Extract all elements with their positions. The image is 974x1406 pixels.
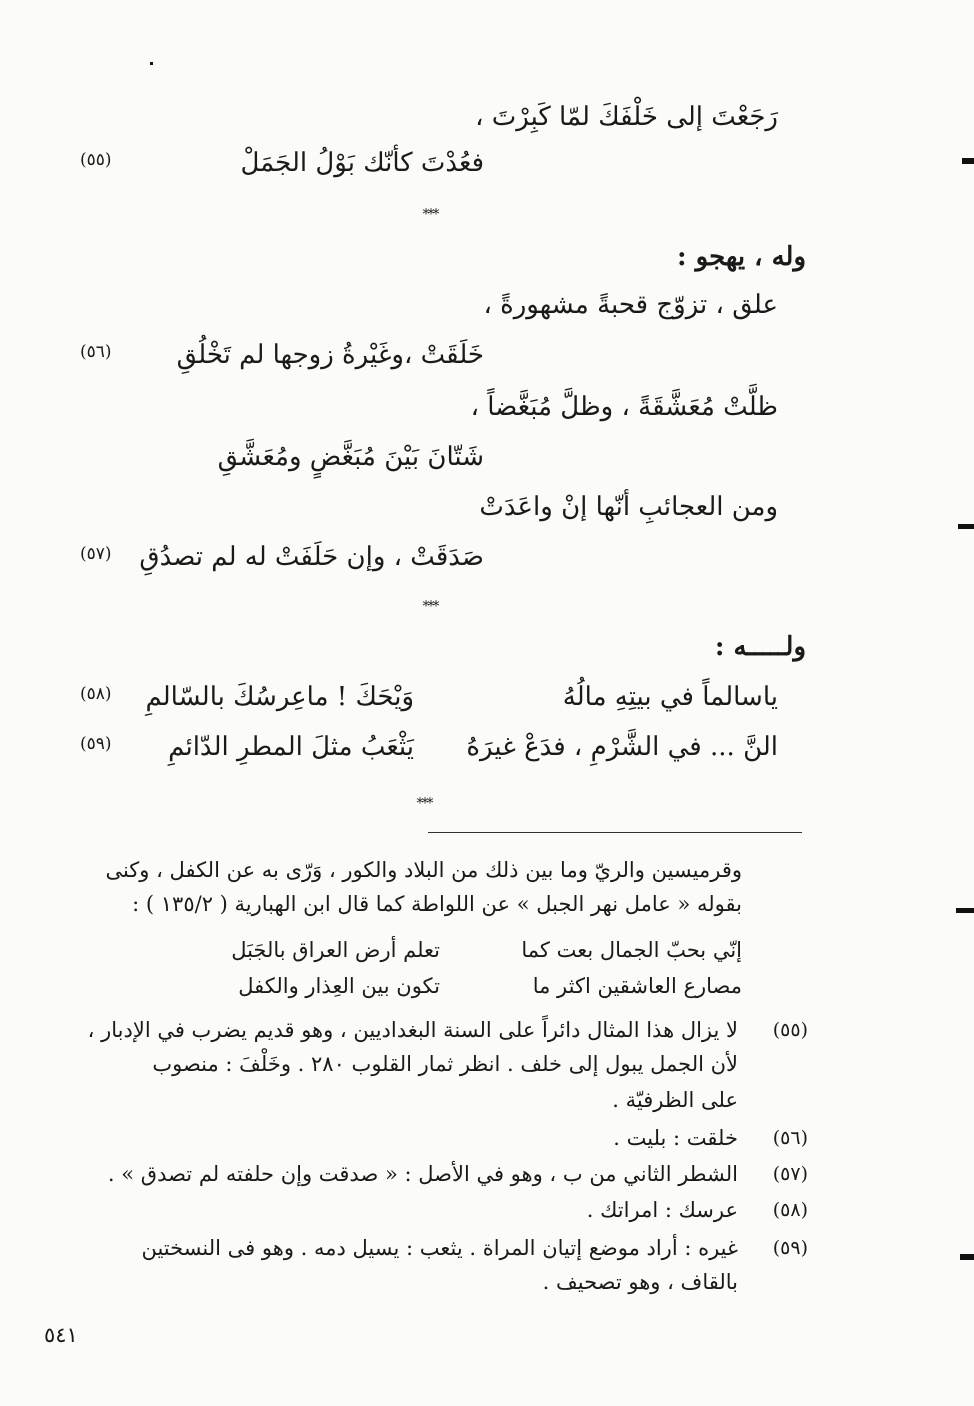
footnote-verse1-first: إنّي بحبّ الجمال بعت كما [521, 938, 742, 962]
footnote-verse2-second: تكون بين العِذار والكفل [238, 974, 440, 998]
footnote-59-line2: بالقاف ، وهو تصحيف . [542, 1270, 738, 1294]
footnote-ref-59: (٥٩) [80, 734, 112, 754]
footnote-number-55: (٥٥) [772, 1019, 808, 1041]
footnote-continuation-line1: وقرميسين والريّ وما بين ذلك من البلاد والكور ، وَرّى به عن الكفل ، وكنى [105, 858, 742, 882]
footnote-ref-55: (٥٥) [80, 150, 112, 170]
footnote-57-text: الشطر الثاني من ب ، وهو في الأصل : « صدقت وإن حلفته لم تصدق » . [107, 1162, 738, 1186]
footnote-number-58: (٥٨) [772, 1199, 808, 1221]
poem3-line2-first-hemistich: النَّ ... في الشَّرْمِ ، فدَعْ غيرَهُ [466, 732, 778, 762]
scan-edge-mark [958, 524, 974, 529]
footnote-56-text: خلقت : بليت . [613, 1126, 738, 1150]
footnote-divider [428, 832, 802, 833]
footnote-number-56: (٥٦) [772, 1127, 808, 1149]
scan-edge-mark [962, 158, 974, 164]
footnote-58-text: عرسك : امراتك . [586, 1198, 738, 1222]
scan-edge-mark [956, 908, 974, 913]
poem2-line1: علق ، تزوّج قحبةً مشهورةً ، [483, 290, 778, 320]
footnote-verse1-second: تعلم أرض العراق بالجَبَل [231, 938, 440, 962]
poem3-line2-second-hemistich: يَثْعَبُ مثلَ المطرِ الدّائمِ [168, 732, 414, 762]
footnote-59-line1: غيره : أراد موضع إتيان المراة . يثعب : يسيل دمه . وهو فى النسختين [141, 1236, 738, 1260]
poem2-line2: خَلَقَتْ ،وغَيْرةُ زوجها لم تَخْلُقِ [176, 340, 484, 370]
footnote-number-59: (٥٩) [772, 1237, 808, 1259]
footnote-ref-57: (٥٧) [80, 544, 112, 564]
section-stars-3: ⁎⁎⁎ [416, 791, 432, 807]
scan-edge-mark [960, 1254, 974, 1260]
section-stars-1: ⁎⁎⁎ [422, 202, 438, 218]
footnote-number-57: (٥٧) [772, 1163, 808, 1185]
poem2-line6: صَدَقَتْ ، وإن حَلَفَتْ له لم تصدُقِ [139, 542, 484, 572]
poem3-line1-second-hemistich: وَيْحَكَ ! ماعِرسُكَ بالسّالمِ [145, 682, 414, 712]
footnote-ref-56: (٥٦) [80, 342, 112, 362]
poem2-line3: ظلَّتْ مُعَشَّقَةً ، وظلَّ مُبَغَّضاً ، [470, 392, 778, 422]
scan-speck [150, 62, 153, 65]
footnote-verse2-first: مصارع العاشقين اكثر ما [532, 974, 742, 998]
poem2-line5: ومن العجائبِ أنّها إنْ واعَدَتْ [479, 492, 778, 522]
section-stars-2: ⁎⁎⁎ [422, 594, 438, 610]
footnote-55-line3: على الظرفيّة . [612, 1088, 738, 1112]
footnote-ref-58: (٥٨) [80, 684, 112, 704]
poem1-line2: فعُدْتَ كأنّك بَوْلُ الجَمَلْ [240, 148, 484, 178]
footnote-55-line2: لأن الجمل يبول إلى خلف . انظر ثمار القلوب ٢٨٠ . وخَلْفَ : منصوب [152, 1052, 738, 1076]
poem1-line1: رَجَعْتَ إلى خَلْفَكَ لمّا كَبِرْتَ ، [475, 102, 778, 132]
poem2-intro: وله ، يهجو : [677, 242, 806, 272]
poem3-intro: ولـــــه : [714, 632, 806, 662]
poem2-line4: شَتّانَ بَيْنَ مُبَغَّضٍ ومُعَشَّقِ [217, 442, 484, 472]
footnote-55-line1: لا يزال هذا المثال دائراً على السنة البغداديين ، وهو قديم يضرب في الإدبار ، [87, 1018, 738, 1042]
footnote-continuation-line2: بقوله « عامل نهر الجبل » عن اللواطة كما قال ابن الهبارية ( ١٣٥/٢ ) : [132, 892, 742, 916]
page-number: ٥٤١ [44, 1323, 78, 1347]
poem3-line1-first-hemistich: ياسالماً في بيتِهِ مالُهُ [562, 682, 778, 712]
